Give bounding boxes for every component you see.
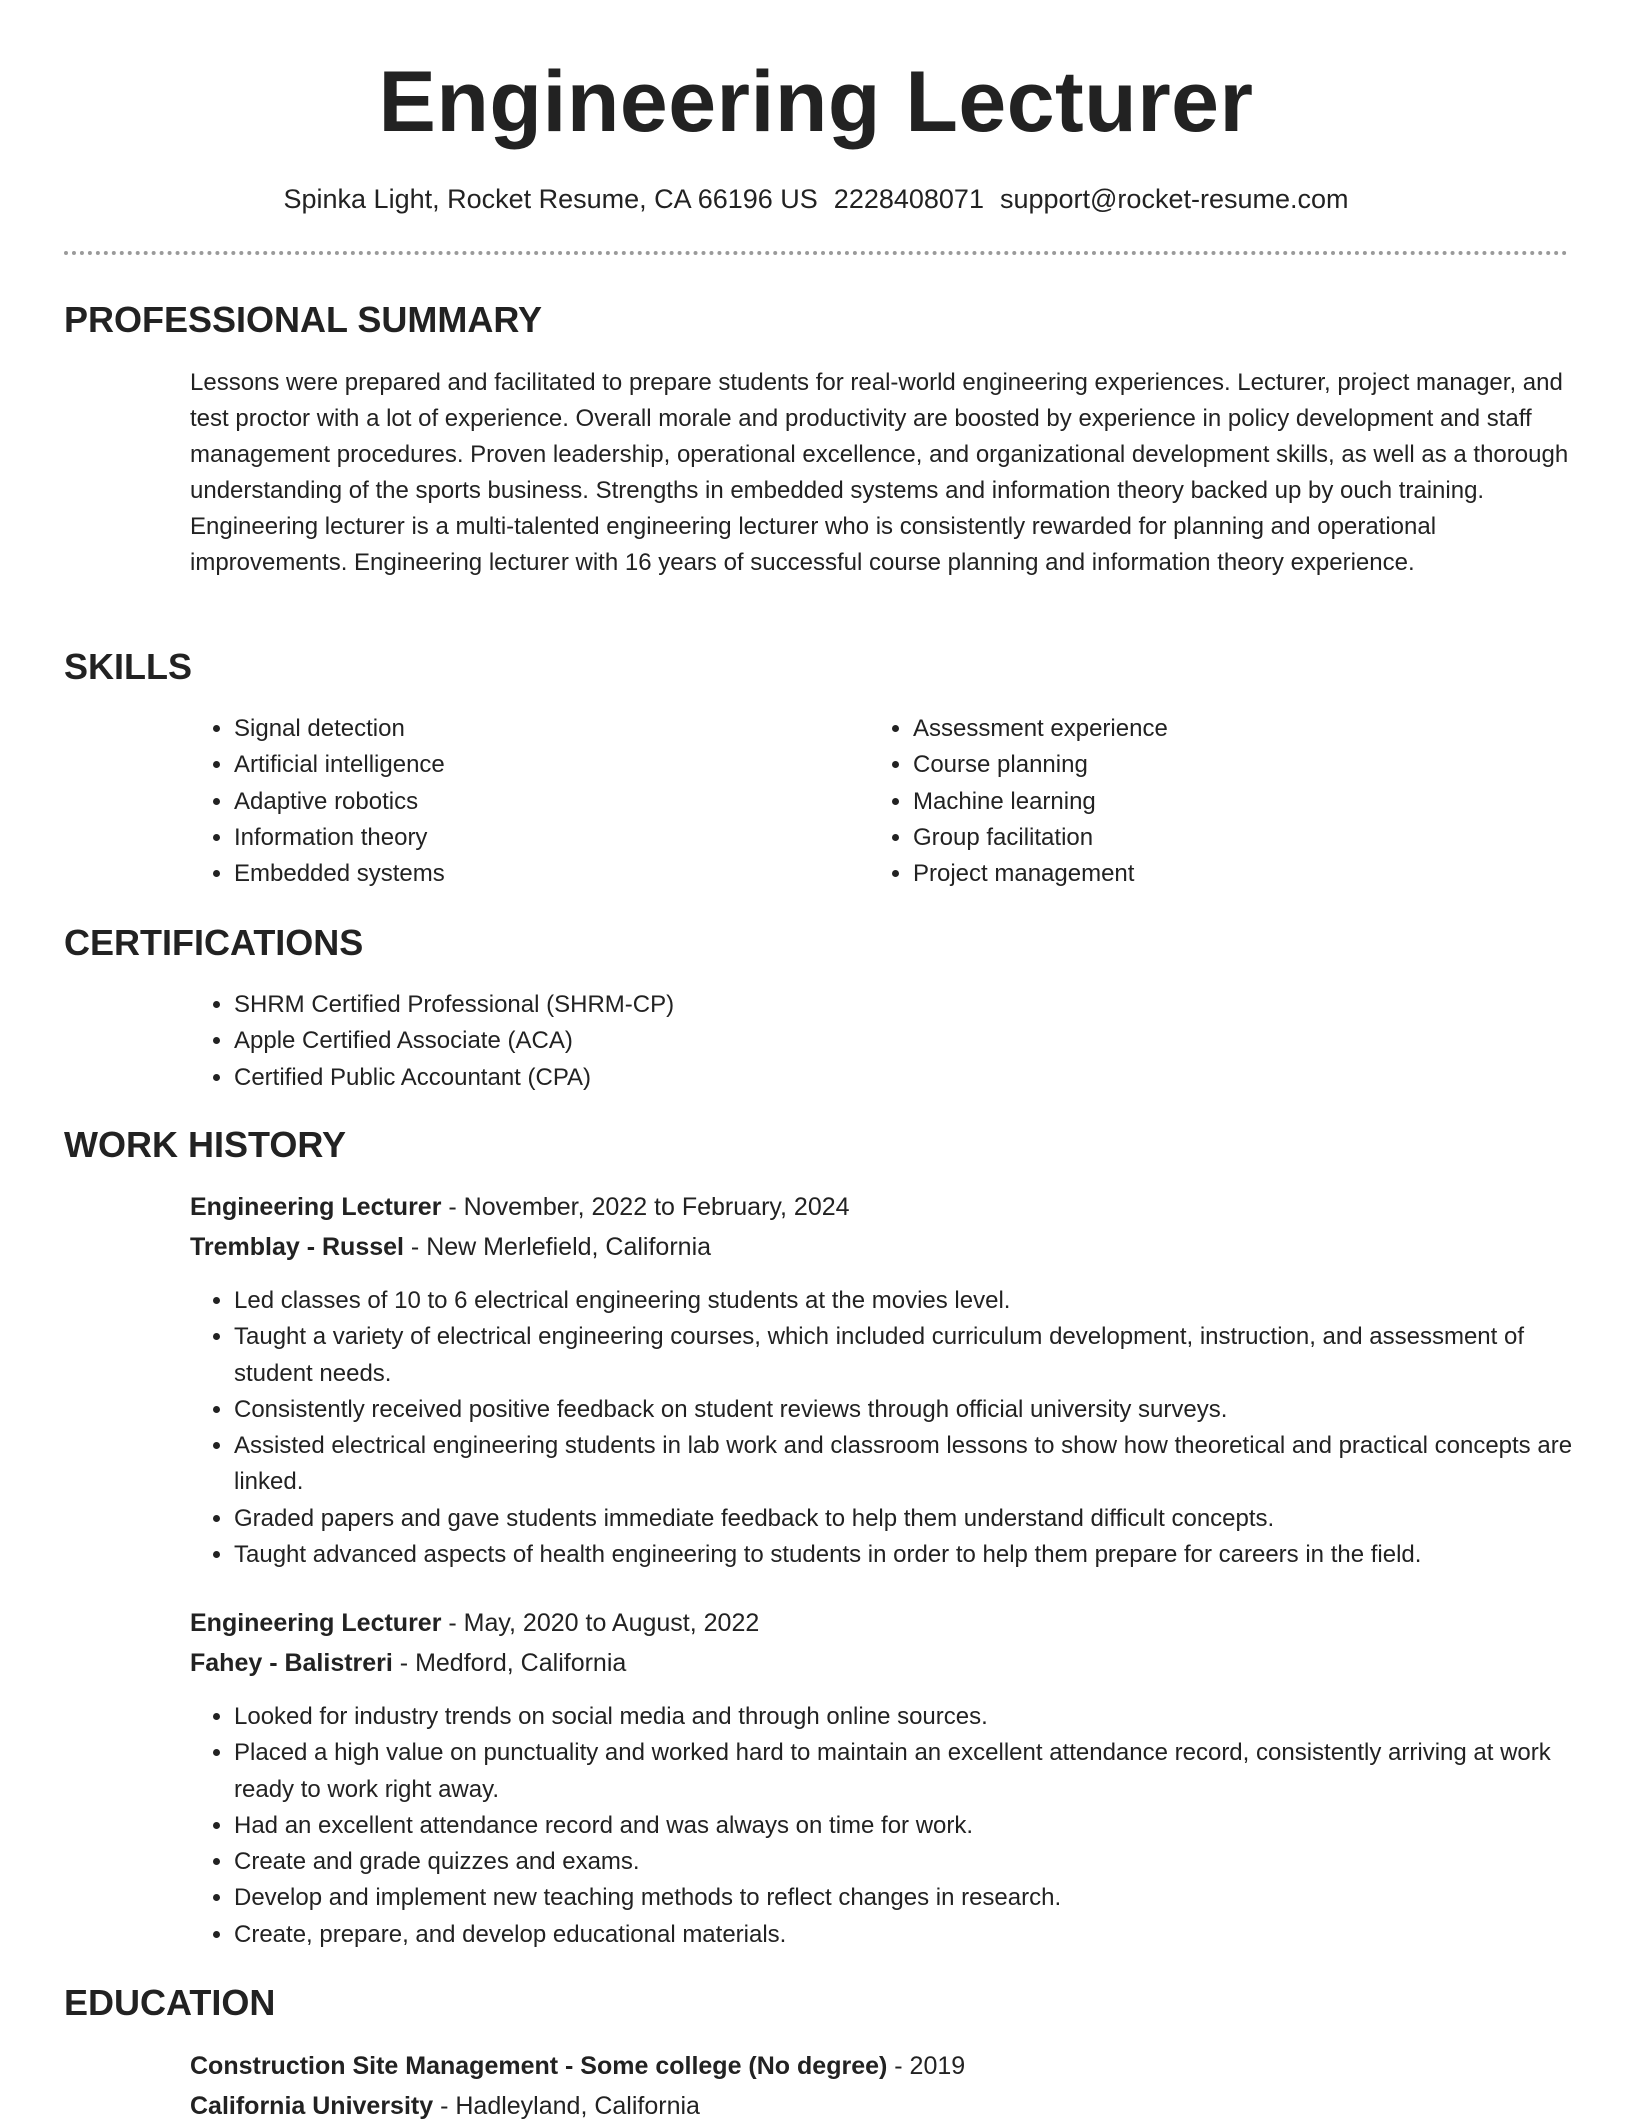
education-location: - Hadleyland, California <box>433 2092 700 2120</box>
contact-line <box>0 180 1632 218</box>
skill-item: • Information theory <box>234 820 834 856</box>
education-school: California University <box>190 2092 434 2120</box>
job-duties-list <box>190 1283 1604 1573</box>
certification-item: • SHRM Certified Professional (SHRM-CP) <box>234 987 1534 1023</box>
skill-item: • Embedded systems <box>234 856 834 892</box>
header-divider <box>64 251 1568 255</box>
job-location: - Medford, California <box>392 1649 627 1677</box>
section-title-skills: SKILLS <box>64 646 193 687</box>
contact-address: Spinka Light, Rocket Resume, CA 66196 US <box>283 184 818 214</box>
skill-item: • Course planning <box>913 747 1513 783</box>
job-duty-item: • Create, prepare, and develop educational materials. <box>234 1917 1604 1953</box>
section-title-certifications: CERTIFICATIONS <box>64 922 364 963</box>
job-duty-item: • Assisted electrical engineering students in lab work and classroom lessons to show how theoretical and practical concepts are linked. <box>234 1428 1604 1501</box>
contact-phone: 2228408071 <box>833 184 984 214</box>
skill-item: • Artificial intelligence <box>234 747 834 783</box>
summary-text: Lessons were prepared and facilitated to prepare students for real-world engineering experiences. Lecturer, project manager, and test proctor with a lot of experience. Overall morale and productivity are boosted by experience in policy development and staff management procedures. Proven leadership, operational excellence, and organizational development skills, as well as a thorough understanding of the sports business. Strengths in embedded systems and information theory backed up by ouch training. Engineering lecturer is a multi-talented engineering lecturer who is consistently rewarded for planning and operational improvements. Engineering lecturer with 16 years of successful course planning and information theory experience. <box>190 369 1569 576</box>
job-role: Engineering Lecturer <box>190 1609 442 1637</box>
job-duty-item: • Graded papers and gave students immediate feedback to help them understand difficult concepts. <box>234 1501 1604 1537</box>
skill-item: • Signal detection <box>234 711 834 747</box>
job-title-line <box>190 1605 759 1641</box>
job-company-line <box>190 1229 711 1265</box>
section-title-summary: PROFESSIONAL SUMMARY <box>64 299 543 340</box>
skill-item: • Adaptive robotics <box>234 784 834 820</box>
job-company: Fahey - Balistreri <box>190 1649 393 1677</box>
job-duty-item: • Placed a high value on punctuality and worked hard to maintain an excellent attendance record, consistently arriving at work ready to work right away. <box>234 1735 1604 1808</box>
section-title-education: EDUCATION <box>64 1982 276 2023</box>
skill-item: • Project management <box>913 856 1513 892</box>
resume-name: Engineering Lecturer <box>378 54 1254 150</box>
job-duty-item: • Taught advanced aspects of health engineering to students in order to help them prepare for careers in the field. <box>234 1537 1604 1573</box>
contact-email: support@rocket-resume.com <box>999 184 1349 214</box>
job-role: Engineering Lecturer <box>190 1193 442 1221</box>
skills-list-left <box>190 711 834 892</box>
education-degree-line <box>190 2048 965 2084</box>
job-duty-item: • Had an excellent attendance record and was always on time for work. <box>234 1808 1604 1844</box>
certification-item: • Certified Public Accountant (CPA) <box>234 1060 1534 1096</box>
education-school-line <box>190 2088 700 2124</box>
certification-item: • Apple Certified Associate (ACA) <box>234 1023 1534 1059</box>
certifications-list <box>190 987 1534 1096</box>
job-duty-item: • Taught a variety of electrical engineering courses, which included curriculum development, instruction, and assessment of student needs. <box>234 1319 1604 1392</box>
job-company-line <box>190 1645 626 1681</box>
skills-list-right <box>869 711 1513 892</box>
education-year: - 2019 <box>887 2052 966 2080</box>
job-company: Tremblay - Russel <box>190 1233 404 1261</box>
job-duties-list <box>190 1699 1604 1953</box>
skill-item: • Assessment experience <box>913 711 1513 747</box>
job-dates: - May, 2020 to August, 2022 <box>441 1609 760 1637</box>
skill-item: • Group facilitation <box>913 820 1513 856</box>
education-degree: Construction Site Management - Some college (No degree) <box>190 2052 888 2080</box>
job-duty-item: • Consistently received positive feedback on student reviews through official university surveys. <box>234 1392 1604 1428</box>
job-duty-item: • Develop and implement new teaching methods to reflect changes in research. <box>234 1880 1604 1916</box>
skill-item: • Machine learning <box>913 784 1513 820</box>
job-title-line <box>190 1189 850 1225</box>
job-duty-item: • Looked for industry trends on social media and through online sources. <box>234 1699 1604 1735</box>
job-duty-item: • Create and grade quizzes and exams. <box>234 1844 1604 1880</box>
job-duty-item: • Led classes of 10 to 6 electrical engineering students at the movies level. <box>234 1283 1604 1319</box>
job-dates: - November, 2022 to February, 2024 <box>441 1193 850 1221</box>
job-location: - New Merlefield, California <box>403 1233 712 1261</box>
section-title-work-history: WORK HISTORY <box>64 1124 347 1165</box>
